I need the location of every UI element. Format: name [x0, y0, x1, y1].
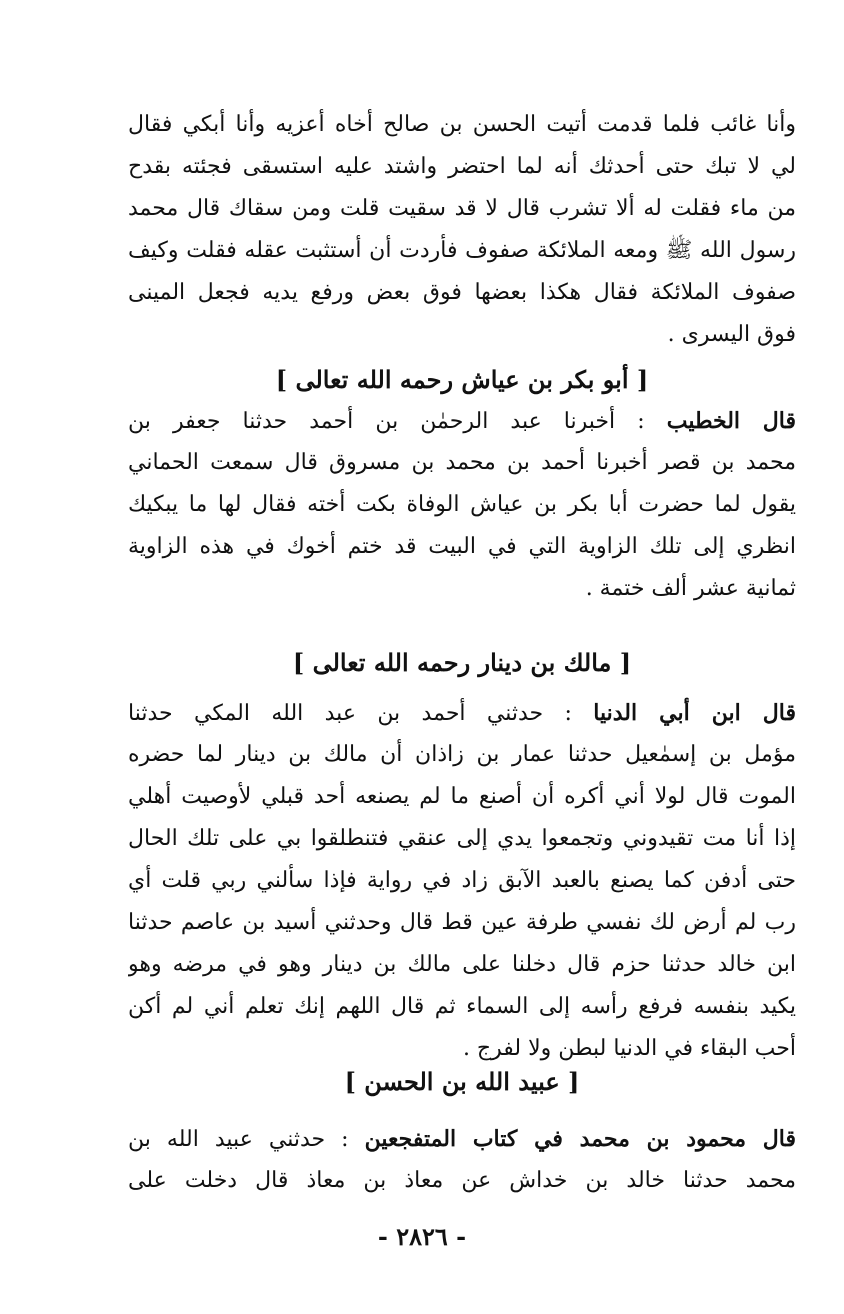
- text-line: رب لم أرض لك نفسي طرفة عين قط قال وحدثني أسيد بن عاصم حدثنا: [128, 910, 796, 935]
- paragraph-continuation: [128, 104, 796, 356]
- text-line: وأنا غائب فلما قدمت أتيت الحسن بن صالح أخاه أعزيه وأنا أبكي فقال: [128, 112, 796, 137]
- text-line: ثمانية عشر ألف ختمة .: [585, 576, 796, 601]
- text-line: [128, 1118, 796, 1160]
- text-line: يكيد بنفسه فرفع رأسه إلى السماء ثم قال اللهم إنك تعلم أني لم أكن: [128, 994, 796, 1019]
- text-line: لي لا تبك حتى أحدثك أنه لما احتضر واشتد عليه استسقى فجئته بقدح: [128, 154, 796, 179]
- text-line: [128, 692, 796, 734]
- text-line: رسول الله ﷺ ومعه الملائكة صفوف فأردت أن أستثبت عقله فقلت وكيف: [128, 238, 796, 263]
- text-line: صفوف الملائكة فقال هكذا بعضها فوق بعض ورفع يديه فجعل المينى: [128, 280, 796, 305]
- text-line: من ماء فقلت له ألا تشرب قال لا قد سقيت قلت ومن سقاك قال محمد: [128, 196, 796, 221]
- text-line: إذا أنا مت تقيدوني وتجمعوا يدي إلى عنقي فتنطلقوا بي على تلك الحال: [128, 826, 796, 851]
- text-line: محمد بن قصر أخبرنا أحمد بن محمد بن مسروق قال سمعت الحماني: [128, 450, 796, 475]
- text-line: محمد حدثنا خالد بن خداش عن معاذ بن معاذ قال دخلت على: [128, 1168, 796, 1193]
- text-line: أحب البقاء في الدنيا لبطن ولا لفرج .: [462, 1036, 796, 1061]
- text-line-rest: : أخبرنا عبد الرحمٰن بن أحمد حدثنا جعفر بن: [128, 409, 667, 434]
- page-number: - ٢٨٢٦ -: [377, 1222, 467, 1251]
- section-heading: [ عبيد الله بن الحسن ]: [344, 1067, 580, 1096]
- text-line: الموت قال لولا أني أكره أن أصنع ما لم يصنعه أحد قبلي لأوصيت أهلي: [128, 784, 796, 809]
- paragraph-ubaydullah: [128, 1118, 796, 1202]
- narrator-lead: قال الخطيب: [666, 408, 796, 434]
- paragraph-abu-bakr: [128, 400, 796, 610]
- narrator-lead: قال محمود بن محمد في كتاب المتفجعين: [364, 1126, 796, 1152]
- text-line: انظري إلى تلك الزاوية التي في البيت قد ختم أخوك في هذه الزاوية: [128, 534, 796, 559]
- section-heading: [ أبو بكر بن عياش رحمه الله تعالى ]: [275, 365, 649, 394]
- text-line: ابن خالد حدثنا حزم قال دخلنا على مالك بن دينار وهو في مرضه وهو: [128, 952, 796, 977]
- paragraph-malik: [128, 692, 796, 1070]
- text-line: مؤمل بن إسمٰعيل حدثنا عمار بن زاذان أن مالك بن دينار لما حضره: [128, 742, 796, 767]
- text-line: فوق اليسرى .: [667, 322, 796, 347]
- text-line-rest: : حدثني عبيد الله بن: [128, 1127, 365, 1152]
- text-line: حتى أدفن كما يصنع بالعبد الآبق زاد في رواية فإذا سألني ربي قلت أي: [128, 868, 796, 893]
- text-line-rest: : حدثني أحمد بن عبد الله المكي حدثنا: [128, 701, 594, 726]
- section-heading: [ مالك بن دينار رحمه الله تعالى ]: [292, 648, 632, 677]
- text-line: يقول لما حضرت أبا بكر بن عياش الوفاة بكت أخته فقال لها ما يبكيك: [128, 492, 796, 517]
- narrator-lead: قال ابن أبي الدنيا: [593, 700, 796, 726]
- text-line: [128, 400, 796, 442]
